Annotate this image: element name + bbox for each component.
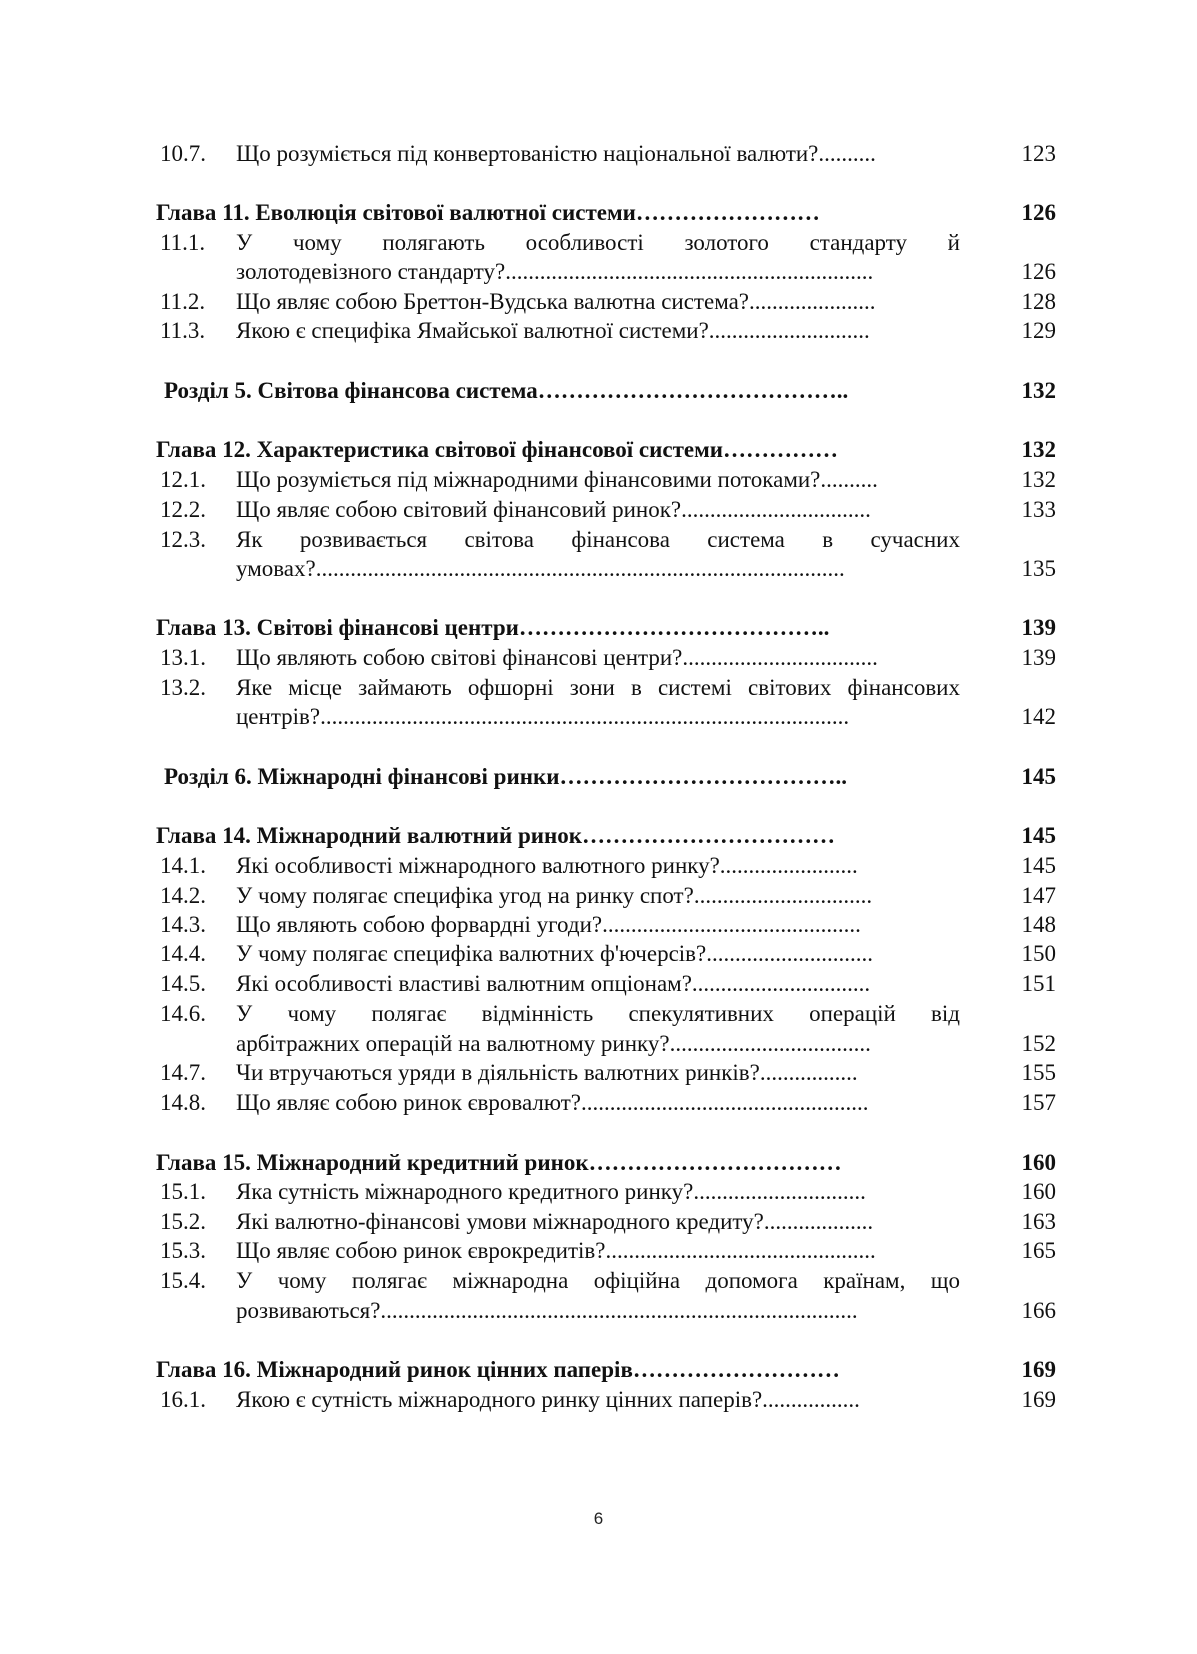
entry-page-number: 132 [1021, 467, 1056, 492]
toc-entry [156, 909, 1064, 941]
toc-entry [156, 1057, 1064, 1089]
entry-title: золотодевізного стандарту?................................................................ [236, 259, 874, 284]
entry-number: 14.2. [160, 883, 206, 908]
entry-page-number: 147 [1021, 883, 1056, 908]
section-heading [156, 375, 1064, 407]
entry-page-number: 145 [1021, 823, 1056, 848]
entry-number: 14.3. [160, 912, 206, 937]
toc-entry [156, 464, 1064, 496]
entry-page-number: 157 [1021, 1090, 1056, 1115]
entry-title: У чому полягає міжнародна офіційна допомога країнам, що [236, 1268, 960, 1293]
entry-title: Що являє собою ринок євровалют?.................................................. [236, 1090, 869, 1115]
toc-entry [156, 1087, 1064, 1119]
toc-entry [156, 315, 1064, 347]
entry-title: Які особливості властиві валютним опціонам?............................... [236, 971, 871, 996]
entry-page-number: 160 [1021, 1179, 1056, 1204]
entry-title: Які валютно-фінансові умови міжнародного кредиту?................... [236, 1209, 874, 1234]
entry-page-number: 133 [1021, 497, 1056, 522]
entry-title: арбітражних операцій на валютному ринку?................................... [236, 1031, 871, 1056]
entry-number: 12.3. [160, 527, 206, 552]
entry-title: Глава 13. Світові фінансові центри………………………………….. [156, 615, 830, 640]
entry-title: Глава 11. Еволюція світової валютної системи…………………… [156, 200, 820, 225]
entry-title: умовах?............................................................................................ [236, 556, 845, 581]
entry-number: 11.1. [160, 230, 206, 255]
entry-title: Глава 16. Міжнародний ринок цінних паперів……………………… [156, 1357, 840, 1382]
entry-page-number: 129 [1021, 318, 1056, 343]
entry-number: 15.4. [160, 1268, 206, 1293]
entry-page-number: 169 [1021, 1387, 1056, 1412]
toc-entry [156, 227, 1064, 259]
entry-number: 14.4. [160, 941, 206, 966]
entry-page-number: 145 [1021, 853, 1056, 878]
entry-page-number: 152 [1021, 1031, 1056, 1056]
entry-number: 15.2. [160, 1209, 206, 1234]
entry-page-number: 132 [1021, 378, 1056, 403]
entry-title: Розділ 6. Міжнародні фінансові ринки……………………………….. [164, 764, 847, 789]
entry-page-number: 165 [1021, 1238, 1056, 1263]
entry-page-number: 142 [1021, 704, 1056, 729]
chapter-heading [156, 1354, 1064, 1386]
toc-entry [156, 672, 1064, 704]
entry-number: 15.1. [160, 1179, 206, 1204]
toc-entry [156, 138, 1064, 170]
entry-number: 14.6. [160, 1001, 206, 1026]
entry-title: Що розуміється під конвертованістю національної валюти?.......... [236, 141, 876, 166]
entry-title: Глава 12. Характеристика світової фінансової системи…………… [156, 437, 839, 462]
entry-page-number: 166 [1021, 1298, 1056, 1323]
entry-title: Розділ 5. Світова фінансова система………………………………….. [164, 378, 849, 403]
toc-entry [156, 1384, 1064, 1416]
entry-title: У чому полягають особливості золотого стандарту й [236, 230, 960, 255]
entry-number: 14.7. [160, 1060, 206, 1085]
toc-entry-continuation [156, 701, 1064, 733]
entry-title: центрів?............................................................................................ [236, 704, 850, 729]
entry-number: 13.2. [160, 675, 206, 700]
toc-entry [156, 1235, 1064, 1267]
toc-entry [156, 524, 1064, 556]
entry-page-number: 126 [1021, 200, 1056, 225]
chapter-heading [156, 1147, 1064, 1179]
toc-entry [156, 642, 1064, 674]
entry-title: Чи втручаються уряди в діяльність валютних ринків?................. [236, 1060, 858, 1085]
entry-title: У чому полягає специфіка валютних ф'ючерсів?............................. [236, 941, 874, 966]
entry-title: Яка сутність міжнародного кредитного ринку?.............................. [236, 1179, 866, 1204]
toc-entry [156, 850, 1064, 882]
entry-page-number: 123 [1021, 141, 1056, 166]
entry-title: Що являють собою світові фінансові центри?.................................. [236, 645, 878, 670]
entry-page-number: 148 [1021, 912, 1056, 937]
entry-title: Якою є сутність міжнародного ринку цінних паперів?................. [236, 1387, 860, 1412]
entry-page-number: 151 [1021, 971, 1056, 996]
entry-page-number: 139 [1021, 615, 1056, 640]
entry-number: 12.1. [160, 467, 206, 492]
entry-page-number: 145 [1021, 764, 1056, 789]
toc-entry [156, 968, 1064, 1000]
chapter-heading [156, 612, 1064, 644]
entry-page-number: 160 [1021, 1150, 1056, 1175]
toc-entry [156, 880, 1064, 912]
page-number: 6 [593, 1509, 604, 1528]
toc-entry-continuation [156, 553, 1064, 585]
toc-entry [156, 998, 1064, 1030]
entry-title: У чому полягає відмінність спекулятивних операцій від [236, 1001, 960, 1026]
toc-entry [156, 1176, 1064, 1208]
entry-number: 14.5. [160, 971, 206, 996]
entry-title: Що розуміється під міжнародними фінансовими потоками?.......... [236, 467, 878, 492]
entry-title: Яке місце займають офшорні зони в системі світових фінансових [236, 675, 960, 700]
entry-number: 11.2. [160, 289, 206, 314]
toc-entry-continuation [156, 256, 1064, 288]
entry-page-number: 155 [1021, 1060, 1056, 1085]
entry-title: Як розвивається світова фінансова система в сучасних [236, 527, 960, 552]
toc-entry-continuation [156, 1028, 1064, 1060]
entry-page-number: 128 [1021, 289, 1056, 314]
entry-page-number: 163 [1021, 1209, 1056, 1234]
entry-title: Які особливості міжнародного валютного ринку?........................ [236, 853, 858, 878]
chapter-heading [156, 197, 1064, 229]
toc-entry-continuation [156, 1295, 1064, 1327]
section-heading [156, 761, 1064, 793]
entry-title: Глава 14. Міжнародний валютний ринок…………………………… [156, 823, 836, 848]
entry-number: 12.2. [160, 497, 206, 522]
entry-number: 13.1. [160, 645, 206, 670]
entry-page-number: 139 [1021, 645, 1056, 670]
toc-entry [156, 1206, 1064, 1238]
entry-number: 15.3. [160, 1238, 206, 1263]
entry-page-number: 169 [1021, 1357, 1056, 1382]
chapter-heading [156, 820, 1064, 852]
entry-number: 14.1. [160, 853, 206, 878]
entry-number: 11.3. [160, 318, 206, 343]
toc-entry [156, 494, 1064, 526]
chapter-heading [156, 434, 1064, 466]
entry-title: У чому полягає специфіка угод на ринку спот?............................... [236, 883, 873, 908]
entry-number: 16.1. [160, 1387, 206, 1412]
entry-page-number: 126 [1021, 259, 1056, 284]
entry-page-number: 132 [1021, 437, 1056, 462]
entry-title: Що являють собою форвардні угоди?............................................. [236, 912, 861, 937]
entry-title: розвиваються?................................................................................... [236, 1298, 858, 1323]
entry-number: 10.7. [160, 141, 206, 166]
entry-number: 14.8. [160, 1090, 206, 1115]
entry-page-number: 150 [1021, 941, 1056, 966]
entry-title: Глава 15. Міжнародний кредитний ринок…………………………… [156, 1150, 842, 1175]
toc-entry [156, 938, 1064, 970]
entry-title: Що являє собою Бреттон-Вудська валютна система?...................... [236, 289, 876, 314]
entry-title: Що являє собою світовий фінансовий ринок?................................. [236, 497, 871, 522]
entry-page-number: 135 [1021, 556, 1056, 581]
toc-entry [156, 1265, 1064, 1297]
toc-entry [156, 286, 1064, 318]
entry-title: Якою є специфіка Ямайської валютної системи?............................ [236, 318, 870, 343]
entry-title: Що являє собою ринок єврокредитів?............................................... [236, 1238, 876, 1263]
